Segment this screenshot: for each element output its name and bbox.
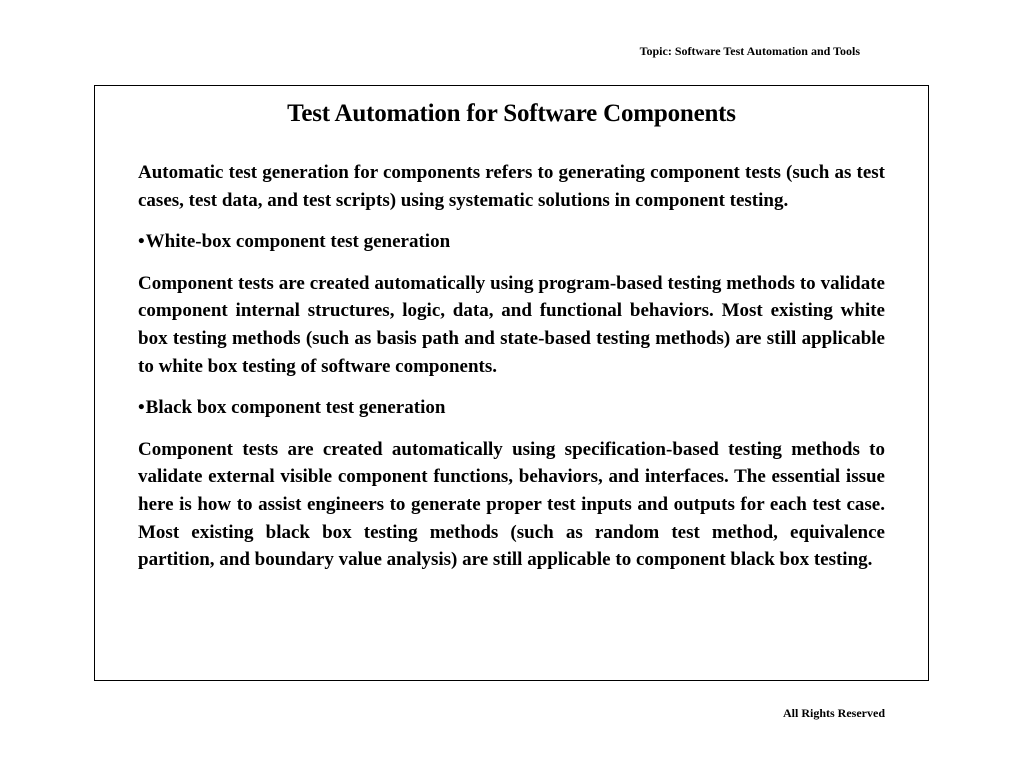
section-heading-label: Black box component test generation [145, 397, 446, 419]
section-body-black-box: Component tests are created automatically using specification-based testing methods to validate external visible component functions, behaviors, and interfaces. The essential issue here is how to assist engineers to generate proper test inputs and outputs for each test case. Most existing black box testing methods (such as random test method, equivalence partition, and boundary value analysis) are still applicable to component black box testing. [138, 438, 885, 571]
footer-rights: All Rights Reserved [783, 706, 885, 720]
section-heading-black-box [138, 394, 885, 422]
intro-paragraph: Automatic test generation for components refers to generating component tests (such as test cases, test data, and test scripts) using systematic solutions in component testing. [138, 162, 885, 211]
section-body-white-box: Component tests are created automatically using program-based testing methods to validate component internal structures, logic, data, and functional behaviors. Most existing white box testing methods (such as basis path and state-based testing methods) are still applicable to white box testing of software components. [138, 272, 885, 377]
bullet-icon: • [138, 231, 145, 253]
slide-content [138, 159, 885, 588]
section-heading-label: White-box component test generation [145, 231, 451, 253]
topic-header: Topic: Software Test Automation and Tools [639, 44, 860, 58]
section-heading-white-box [138, 228, 885, 256]
bullet-icon: • [138, 397, 145, 419]
slide-title: Test Automation for Software Components [287, 100, 736, 127]
